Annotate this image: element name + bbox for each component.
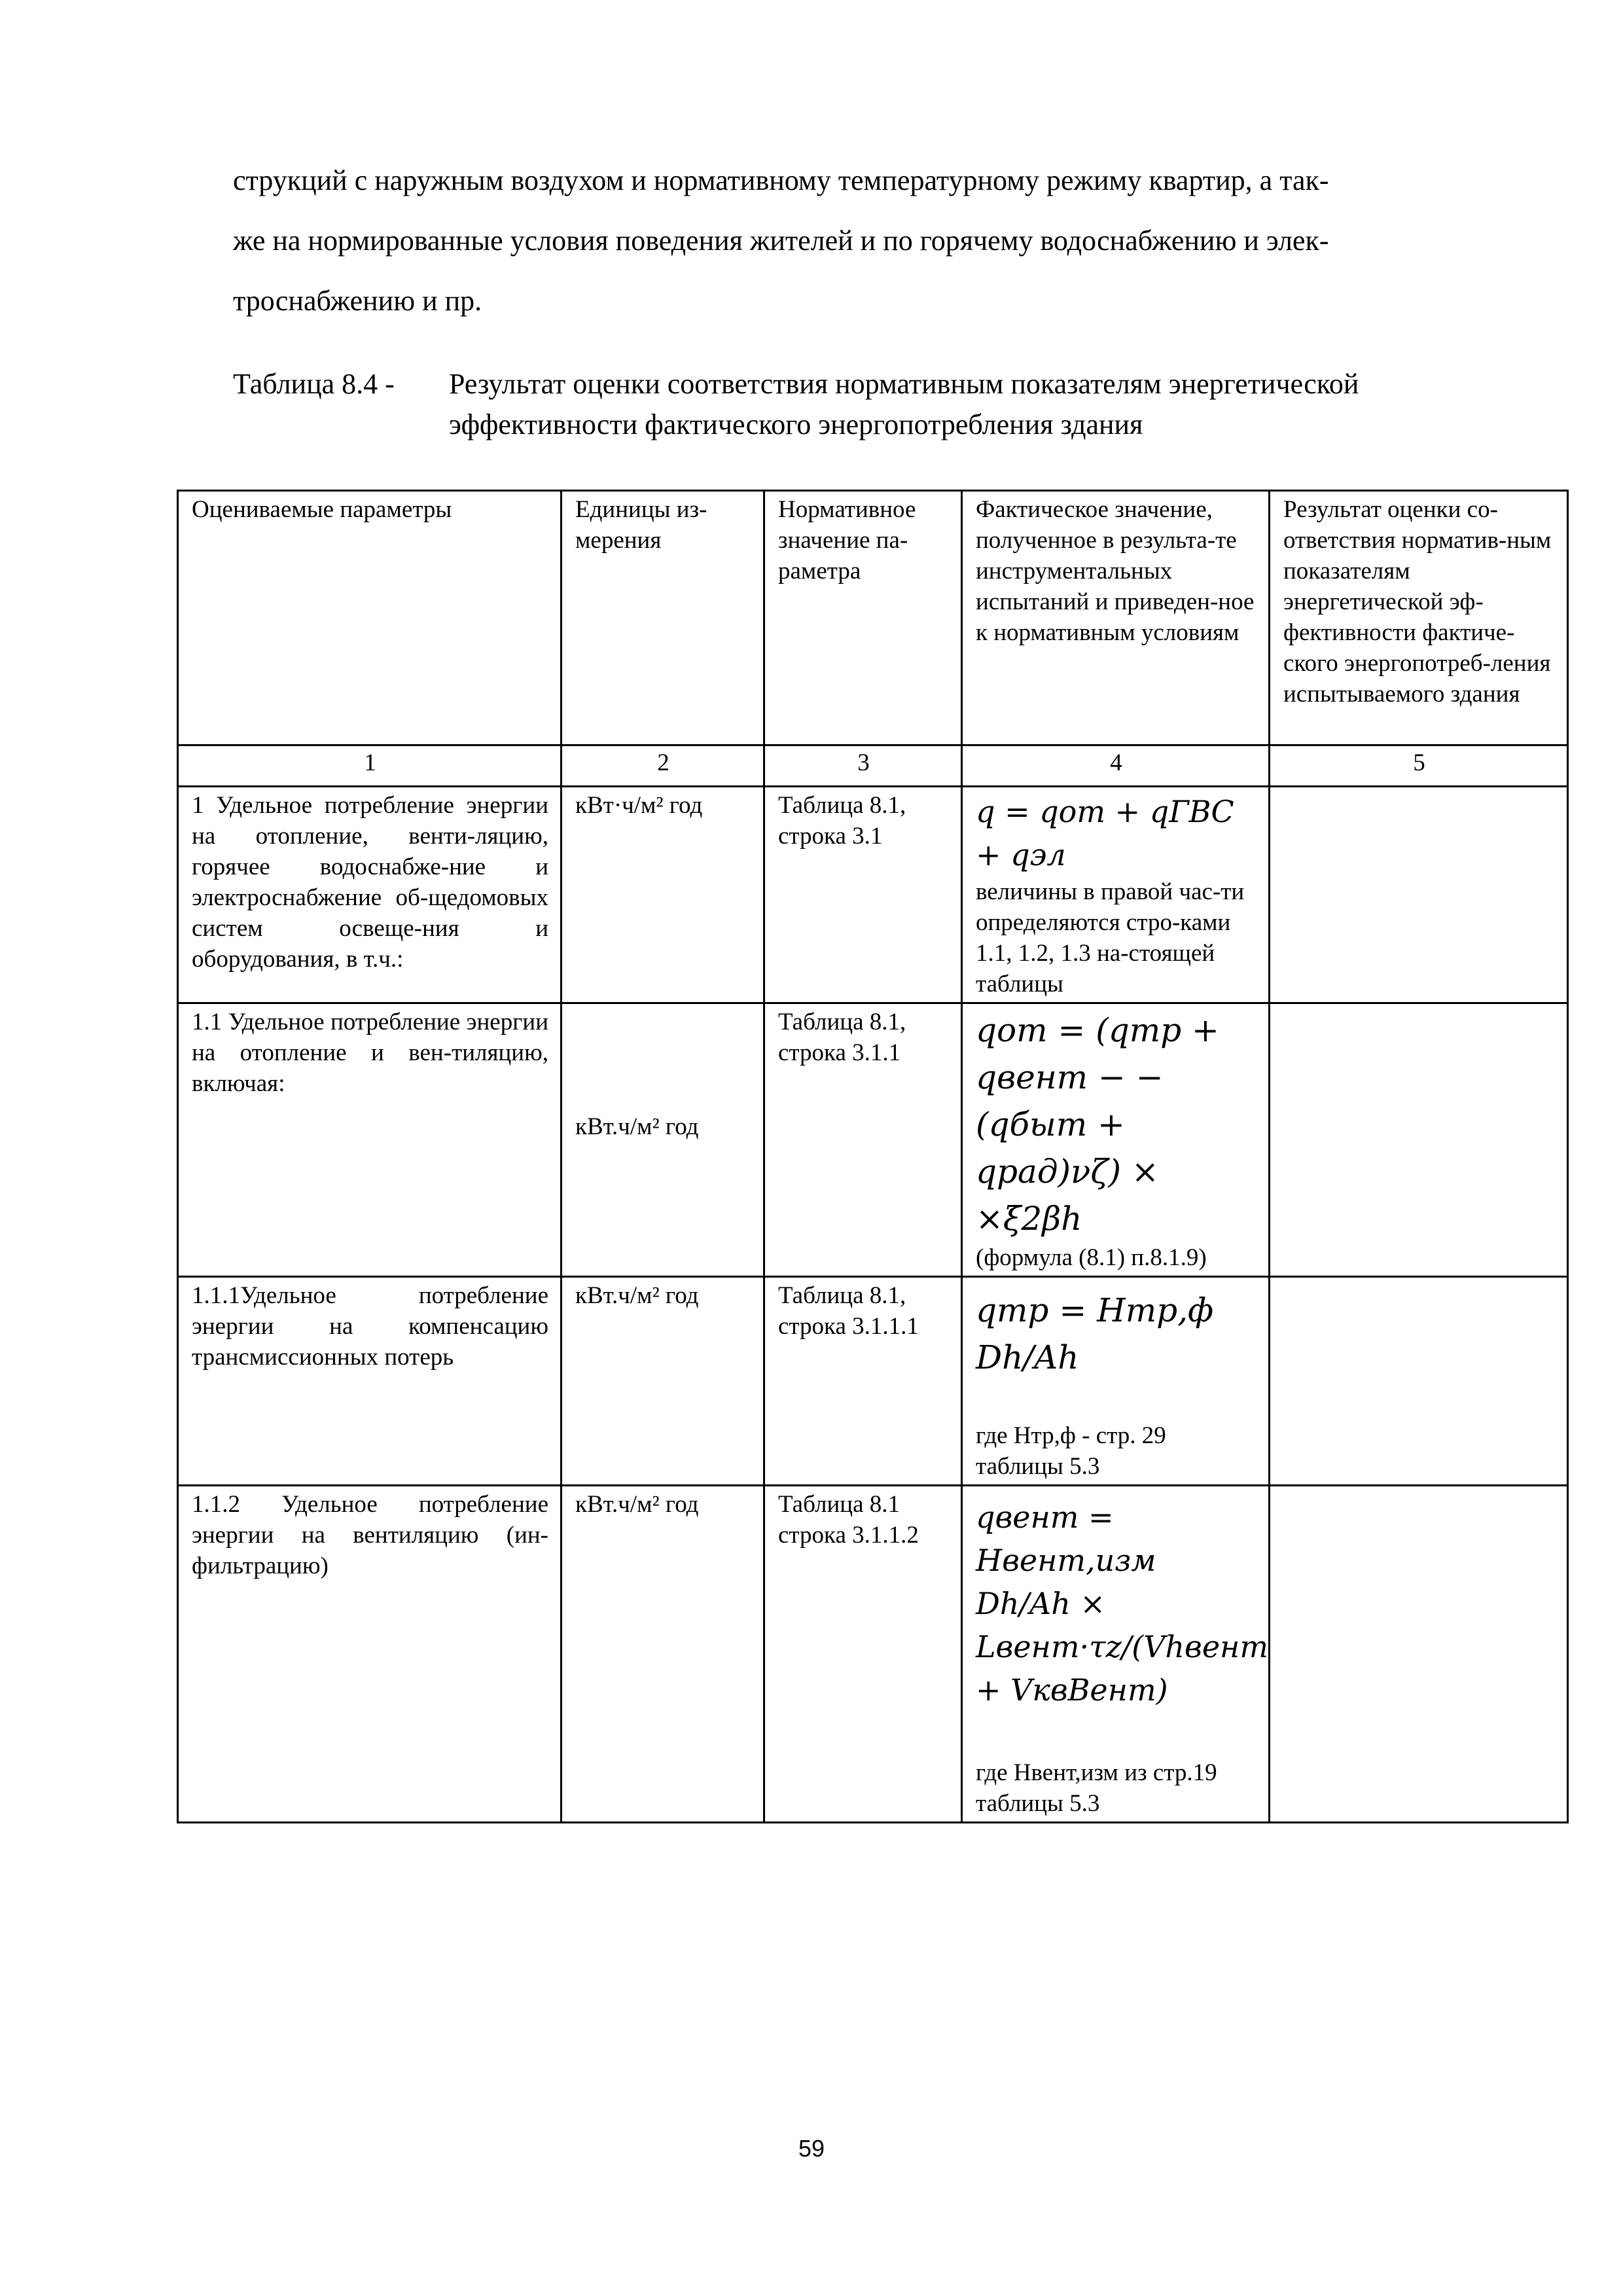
actual-cell (962, 1277, 1270, 1486)
assessment-table (177, 490, 1569, 1823)
actual-cell (962, 1003, 1270, 1277)
header-cell: Фактическое значение, полученное в результа-те инструментальных испытаний и приведен-ное к нормативным условиям (962, 491, 1270, 745)
column-number-row (178, 745, 1568, 787)
unit-cell (562, 1003, 764, 1277)
caption-line: эффективности фактического энергопотребления здания (449, 408, 1143, 440)
page-number: 59 (798, 2135, 825, 2162)
actual-cell (962, 787, 1270, 1003)
formula: qот = (qтр + qвент − −(qбыт + qрад)νζ) × ×ξ2βh (976, 1011, 1219, 1238)
header-cell: Нормативное значение па-раметра (764, 491, 962, 745)
actual-cell (962, 1486, 1270, 1823)
table-row (178, 1277, 1568, 1486)
norm-cell: Таблица 8.1, строка 3.1.1 (764, 1003, 962, 1277)
unit-cell: кВт·ч/м² год (562, 787, 764, 1003)
table-number: Таблица 8.4 - (233, 368, 395, 400)
caption-line: Результат оценки соответствия нормативным показателям энергетической (449, 368, 1359, 400)
formula-note: величины в правой час-ти определяются стро-ками 1.1, 1.2, 1.3 на-стоящей таблицы (976, 878, 1245, 997)
formula: qтр = Hтр,ф Dh/Ah (976, 1291, 1214, 1376)
intro-line: троснабжению и пр. (233, 285, 482, 317)
table-row (178, 787, 1568, 1003)
formula-note: где Hвент,изм из стр.19 таблицы 5.3 (976, 1759, 1217, 1817)
result-cell (1270, 1277, 1568, 1486)
unit-cell: кВт.ч/м² год (562, 1277, 764, 1486)
norm-cell: Таблица 8.1, строка 3.1.1.1 (764, 1277, 962, 1486)
norm-cell: Таблица 8.1 строка 3.1.1.2 (764, 1486, 962, 1823)
formula-note: где Hтр,ф - стр. 29 таблицы 5.3 (976, 1422, 1166, 1480)
intro-line: же на нормированные условия поведения жителей и по горячему водоснабжению и элек- (233, 224, 1329, 257)
table-row (178, 1486, 1568, 1823)
result-cell (1270, 1486, 1568, 1823)
param-cell: 1.1.1Удельное потребление энергии на компенсацию трансмиссионных потерь (178, 1277, 562, 1486)
result-cell (1270, 1003, 1568, 1277)
column-number: 1 (178, 745, 562, 787)
intro-line: струкций с наружным воздухом и нормативному температурному режиму квартир, а так- (233, 164, 1329, 196)
formula: q = qот + qГВС + qэл (976, 794, 1234, 872)
param-cell: 1.1 Удельное потребление энергии на отопление и вен-тиляцию, включая: (178, 1003, 562, 1277)
intro-paragraph (233, 151, 1535, 331)
formula-note: (формула (8.1) п.8.1.9) (976, 1244, 1207, 1271)
param-cell: 1 Удельное потребление энергии на отопление, венти-ляцию, горячее водоснабже-ние и электроснабжение об-щедомовых систем освеще-ния и оборудования, в т.ч.: (178, 787, 562, 1003)
param-cell: 1.1.2 Удельное потребление энергии на вентиляцию (ин-фильтрацию) (178, 1486, 562, 1823)
norm-cell: Таблица 8.1, строка 3.1 (764, 787, 962, 1003)
header-cell: Результат оценки со-ответствия норматив-ным показателям энергетической эф-фективности фактиче-ского энергопотреб-ления испытываемого здания (1270, 491, 1568, 745)
unit-cell: кВт.ч/м² год (562, 1486, 764, 1823)
table-row (178, 1003, 1568, 1277)
unit-text: кВт.ч/м² год (575, 1113, 699, 1140)
column-number: 2 (562, 745, 764, 787)
table-header-row (178, 491, 1568, 745)
result-cell (1270, 787, 1568, 1003)
column-number: 3 (764, 745, 962, 787)
formula: qвент = Hвент,изм Dh/Ah × Lвент·τz/(Vhвент + VквВент) (976, 1499, 1268, 1708)
header-cell: Оцениваемые параметры (178, 491, 562, 745)
header-cell: Единицы из-мерения (562, 491, 764, 745)
column-number: 5 (1270, 745, 1568, 787)
column-number: 4 (962, 745, 1270, 787)
